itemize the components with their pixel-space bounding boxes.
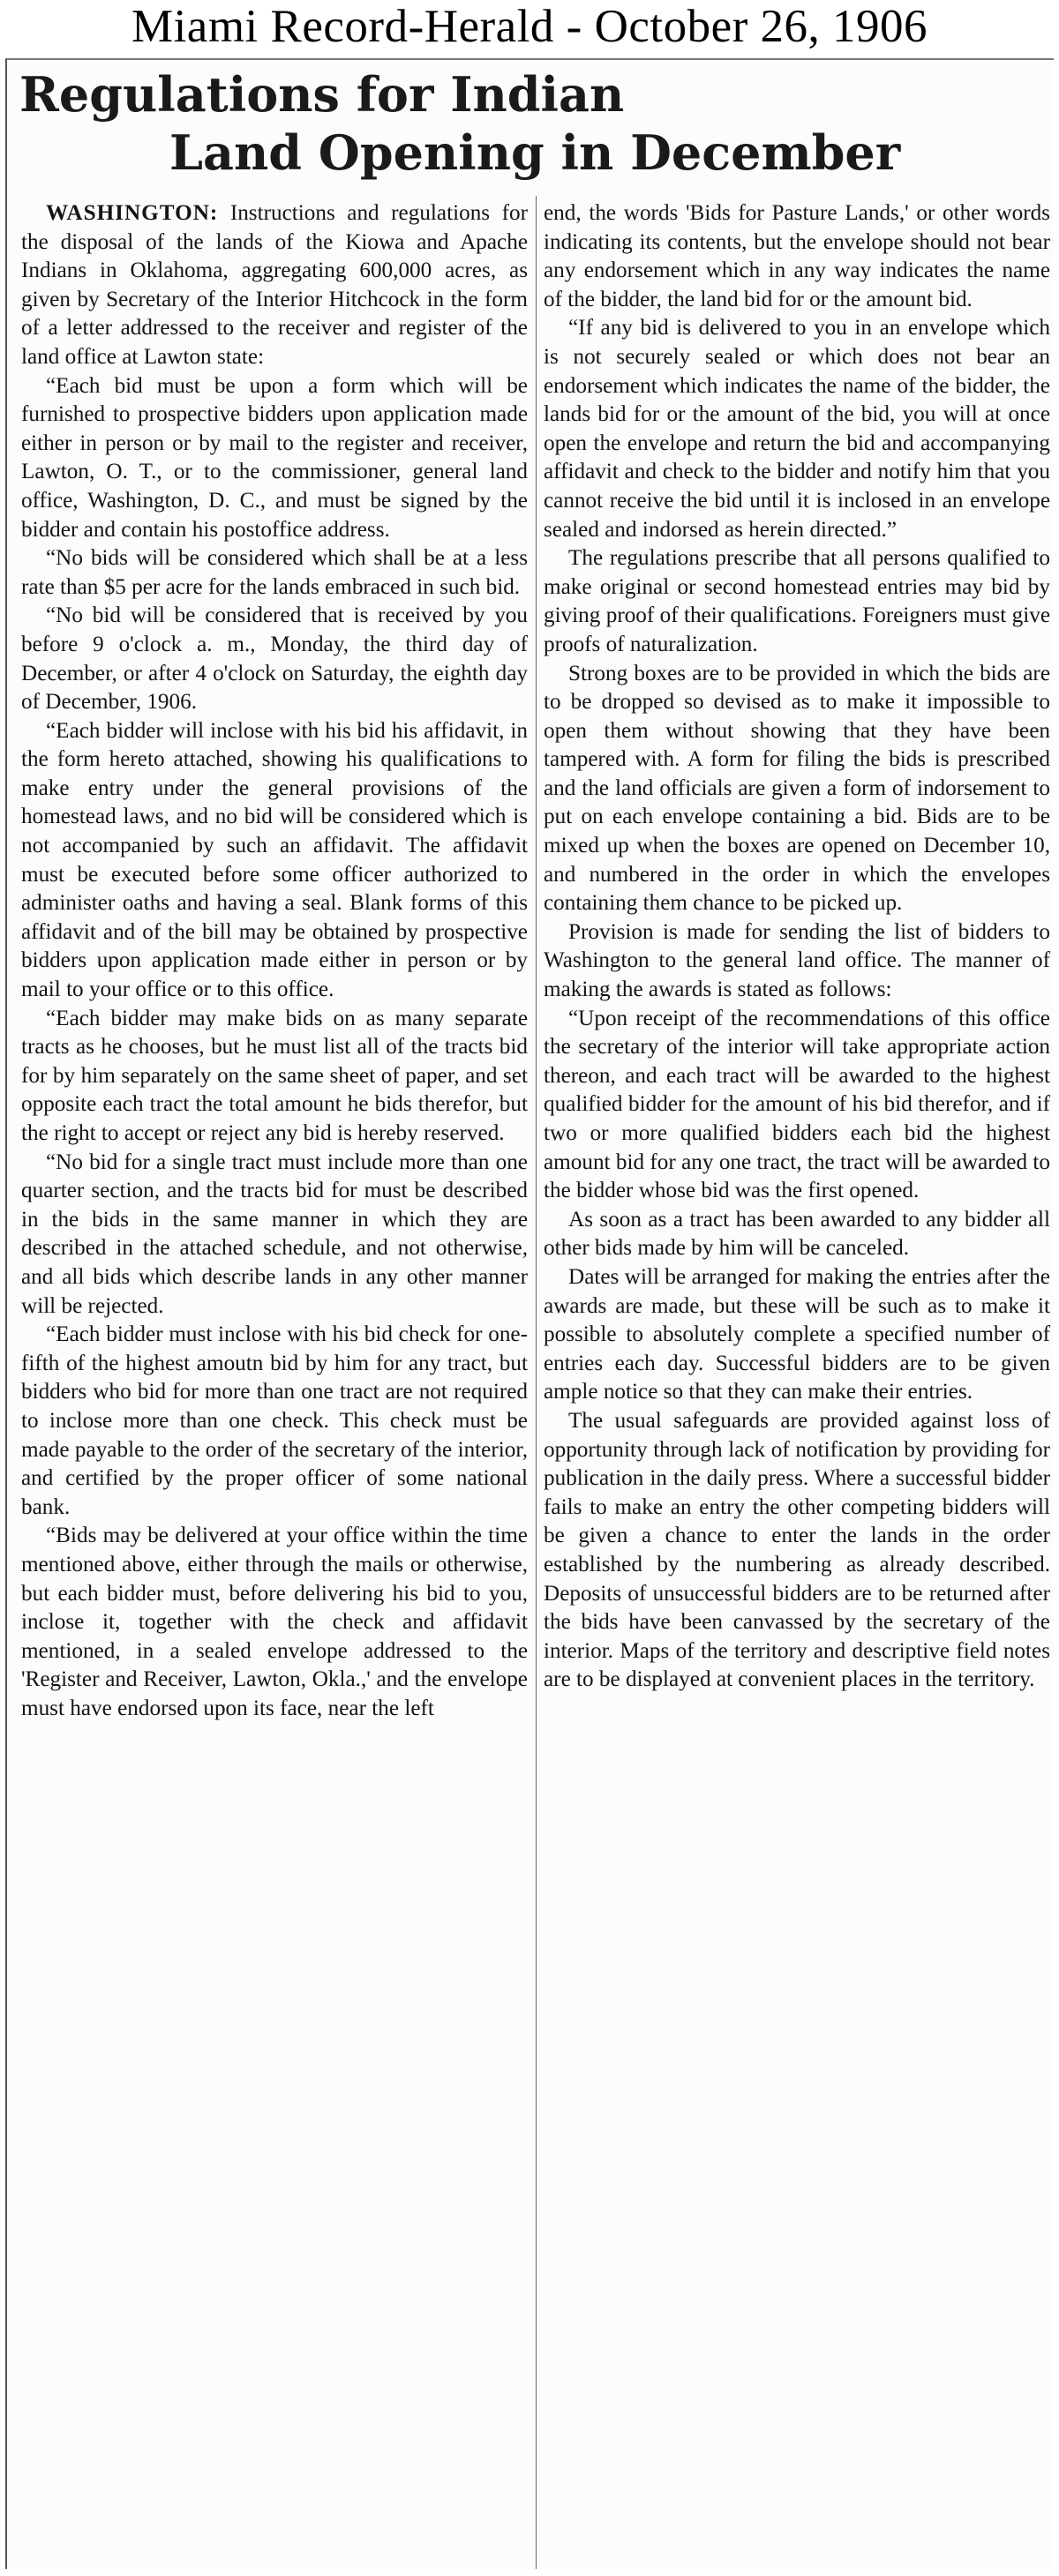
article-paragraph: The regulations prescribe that all persons qualified to make original or second homestead entries may bid by giving proof of their qualifications. Foreigners must give proofs of naturalization.	[544, 546, 1050, 656]
article-paragraph: “Bids may be delivered at your office within the time mentioned above, either through the mails or otherwise, but each bidder must, before delivering his bid to you, inclose it, together with the check and affidavit mentioned, in a sealed envelope addressed to the 'Register and Receiver, Lawton, Okla.,' and the envelope must have endorsed upon its face, near the left	[21, 1524, 528, 1720]
dateline: WASHINGTON:	[46, 201, 219, 225]
article-paragraph: “Each bid must be upon a form which will be furnished to prospective bidders upon application made either in person or by mail to the register and receiver, Lawton, O. T., or to the commissioner, general land office, Washington, D. C., and must be signed by the bidder and contain his postoffice address.	[21, 373, 528, 542]
article-paragraph: As soon as a tract has been awarded to any bidder all other bids made by him will be canceled.	[544, 1207, 1050, 1261]
article-paragraph: “No bid will be considered that is received by you before 9 o'clock a. m., Monday, the third day of December, or after 4 o'clock on Saturday, the eighth day of December, 1906.	[21, 603, 528, 715]
column-divider	[536, 196, 537, 2569]
headline-line-1: Regulations for Indian	[19, 66, 625, 123]
article-paragraph	[21, 199, 528, 372]
article-paragraph: “Each bidder will inclose with his bid his affidavit, in the form hereto attached, showing his qualifications to make entry under the general provisions of the homestead laws, and no bid will be considered which is not accompanied by such an affidavit. The affidavit must be executed before some officer authorized to administer oaths and having a seal. Blank forms of this affidavit and of the bill may be obtained by prospective bidders upon application made either in person or by mail to your office or to this office.	[21, 718, 528, 1002]
masthead-title: Miami Record-Herald - October 26, 1906	[131, 1, 928, 52]
paragraph-text: Instructions and regulations for the disposal of the lands of the Kiowa and Apache Indians in Oklahoma, aggregating 600,000 acres, as given by Secretary of the Interior Hitchcock in the form of a letter addressed to the receiver and register of the land office at Lawton state:	[21, 201, 528, 369]
article-paragraph: “Each bidder may make bids on as many separate tracts as he chooses, but he must list all of the tracts bid for by him separately on the same sheet of paper, and set opposite each tract the total amount he bids therefor, but the right to accept or reject any bid is hereby reserved.	[21, 1006, 528, 1145]
article-column-left	[21, 199, 528, 1723]
article-paragraph: “If any bid is delivered to you in an envelope which is not securely sealed or which does not bear an endorsement which indicates the name of the bidder, the lands bid for or the amount of the bid, you will at once open the envelope and return the bid and accompanying affidavit and check to the bidder and notify him that you cannot receive the bid until it is inclosed in an envelope sealed and indorsed as herein directed.”	[544, 316, 1050, 542]
article-paragraph: The usual safeguards are provided against loss of opportunity through lack of notification by providing for publication in the daily press. Where a successful bidder fails to make an entry the other competing bidders will be given a chance to enter the lands in the order established by the numbering as already described. Deposits of unsuccessful bidders are to be returned after the bids have been canvassed by the secretary of the interior. Maps of the territory and descriptive field notes are to be displayed at convenient places in the territory.	[544, 1408, 1050, 1692]
article-paragraph: Dates will be arranged for making the entries after the awards are made, but these will be such as to make it possible to absolutely complete a specified number of entries each day. Successful bidders are to be given ample notice so that they can make their entries.	[544, 1264, 1050, 1404]
article-paragraph: “No bids will be considered which shall be at a less rate than $5 per acre for the lands embraced in such bid.	[21, 546, 528, 599]
article-paragraph: “Each bidder must inclose with his bid check for one-fifth of the highest amoutn bid by him for any tract, but bidders who bid for more than one tract are not required to inclose more than one check. This check must be made payable to the order of the secretary of the interior, and certified by the proper officer of some national bank.	[21, 1322, 528, 1519]
article-paragraph: Provision is made for sending the list of bidders to Washington to the general land office. The manner of making the awards is stated as follows:	[544, 919, 1050, 1002]
headline-line-2: Land Opening in December	[169, 124, 901, 181]
article-paragraph: “No bid for a single tract must include more than one quarter section, and the tracts bid for must be described in the bids in the same manner in which they are described in the attached schedule, and not otherwise, and all bids which describe lands in any other manner will be rejected.	[21, 1149, 528, 1318]
article-paragraph-continued: end, the words 'Bids for Pasture Lands,' or other words indicating its contents, but the envelope should not bear any endorsement which in any way indicates the name of the bidder, the land bid for or the amount bid.	[544, 201, 1050, 311]
article-paragraph: “Upon receipt of the recommendations of this office the secretary of the interior will take appropriate action thereon, and each tract will be awarded to the highest qualified bidder for the amount of his bid therefor, and if two or more qualified bidders each bid the highest amount bid for any one tract, the tract will be awarded to the bidder whose bid was the first opened.	[544, 1006, 1050, 1203]
article-headline	[19, 65, 1043, 182]
article-paragraph: Strong boxes are to be provided in which the bids are to be dropped so devised as to make it impossible to open them without showing that they have been tampered with. A form for filing the bids is prescribed and the land officials are given a form of indorsement to put on each envelope containing a bid. Bids are to be mixed up when the boxes are opened on December 10, and numbered in the order in which the envelopes containing them chance to be picked up.	[544, 661, 1050, 916]
article-column-right	[544, 199, 1050, 1695]
